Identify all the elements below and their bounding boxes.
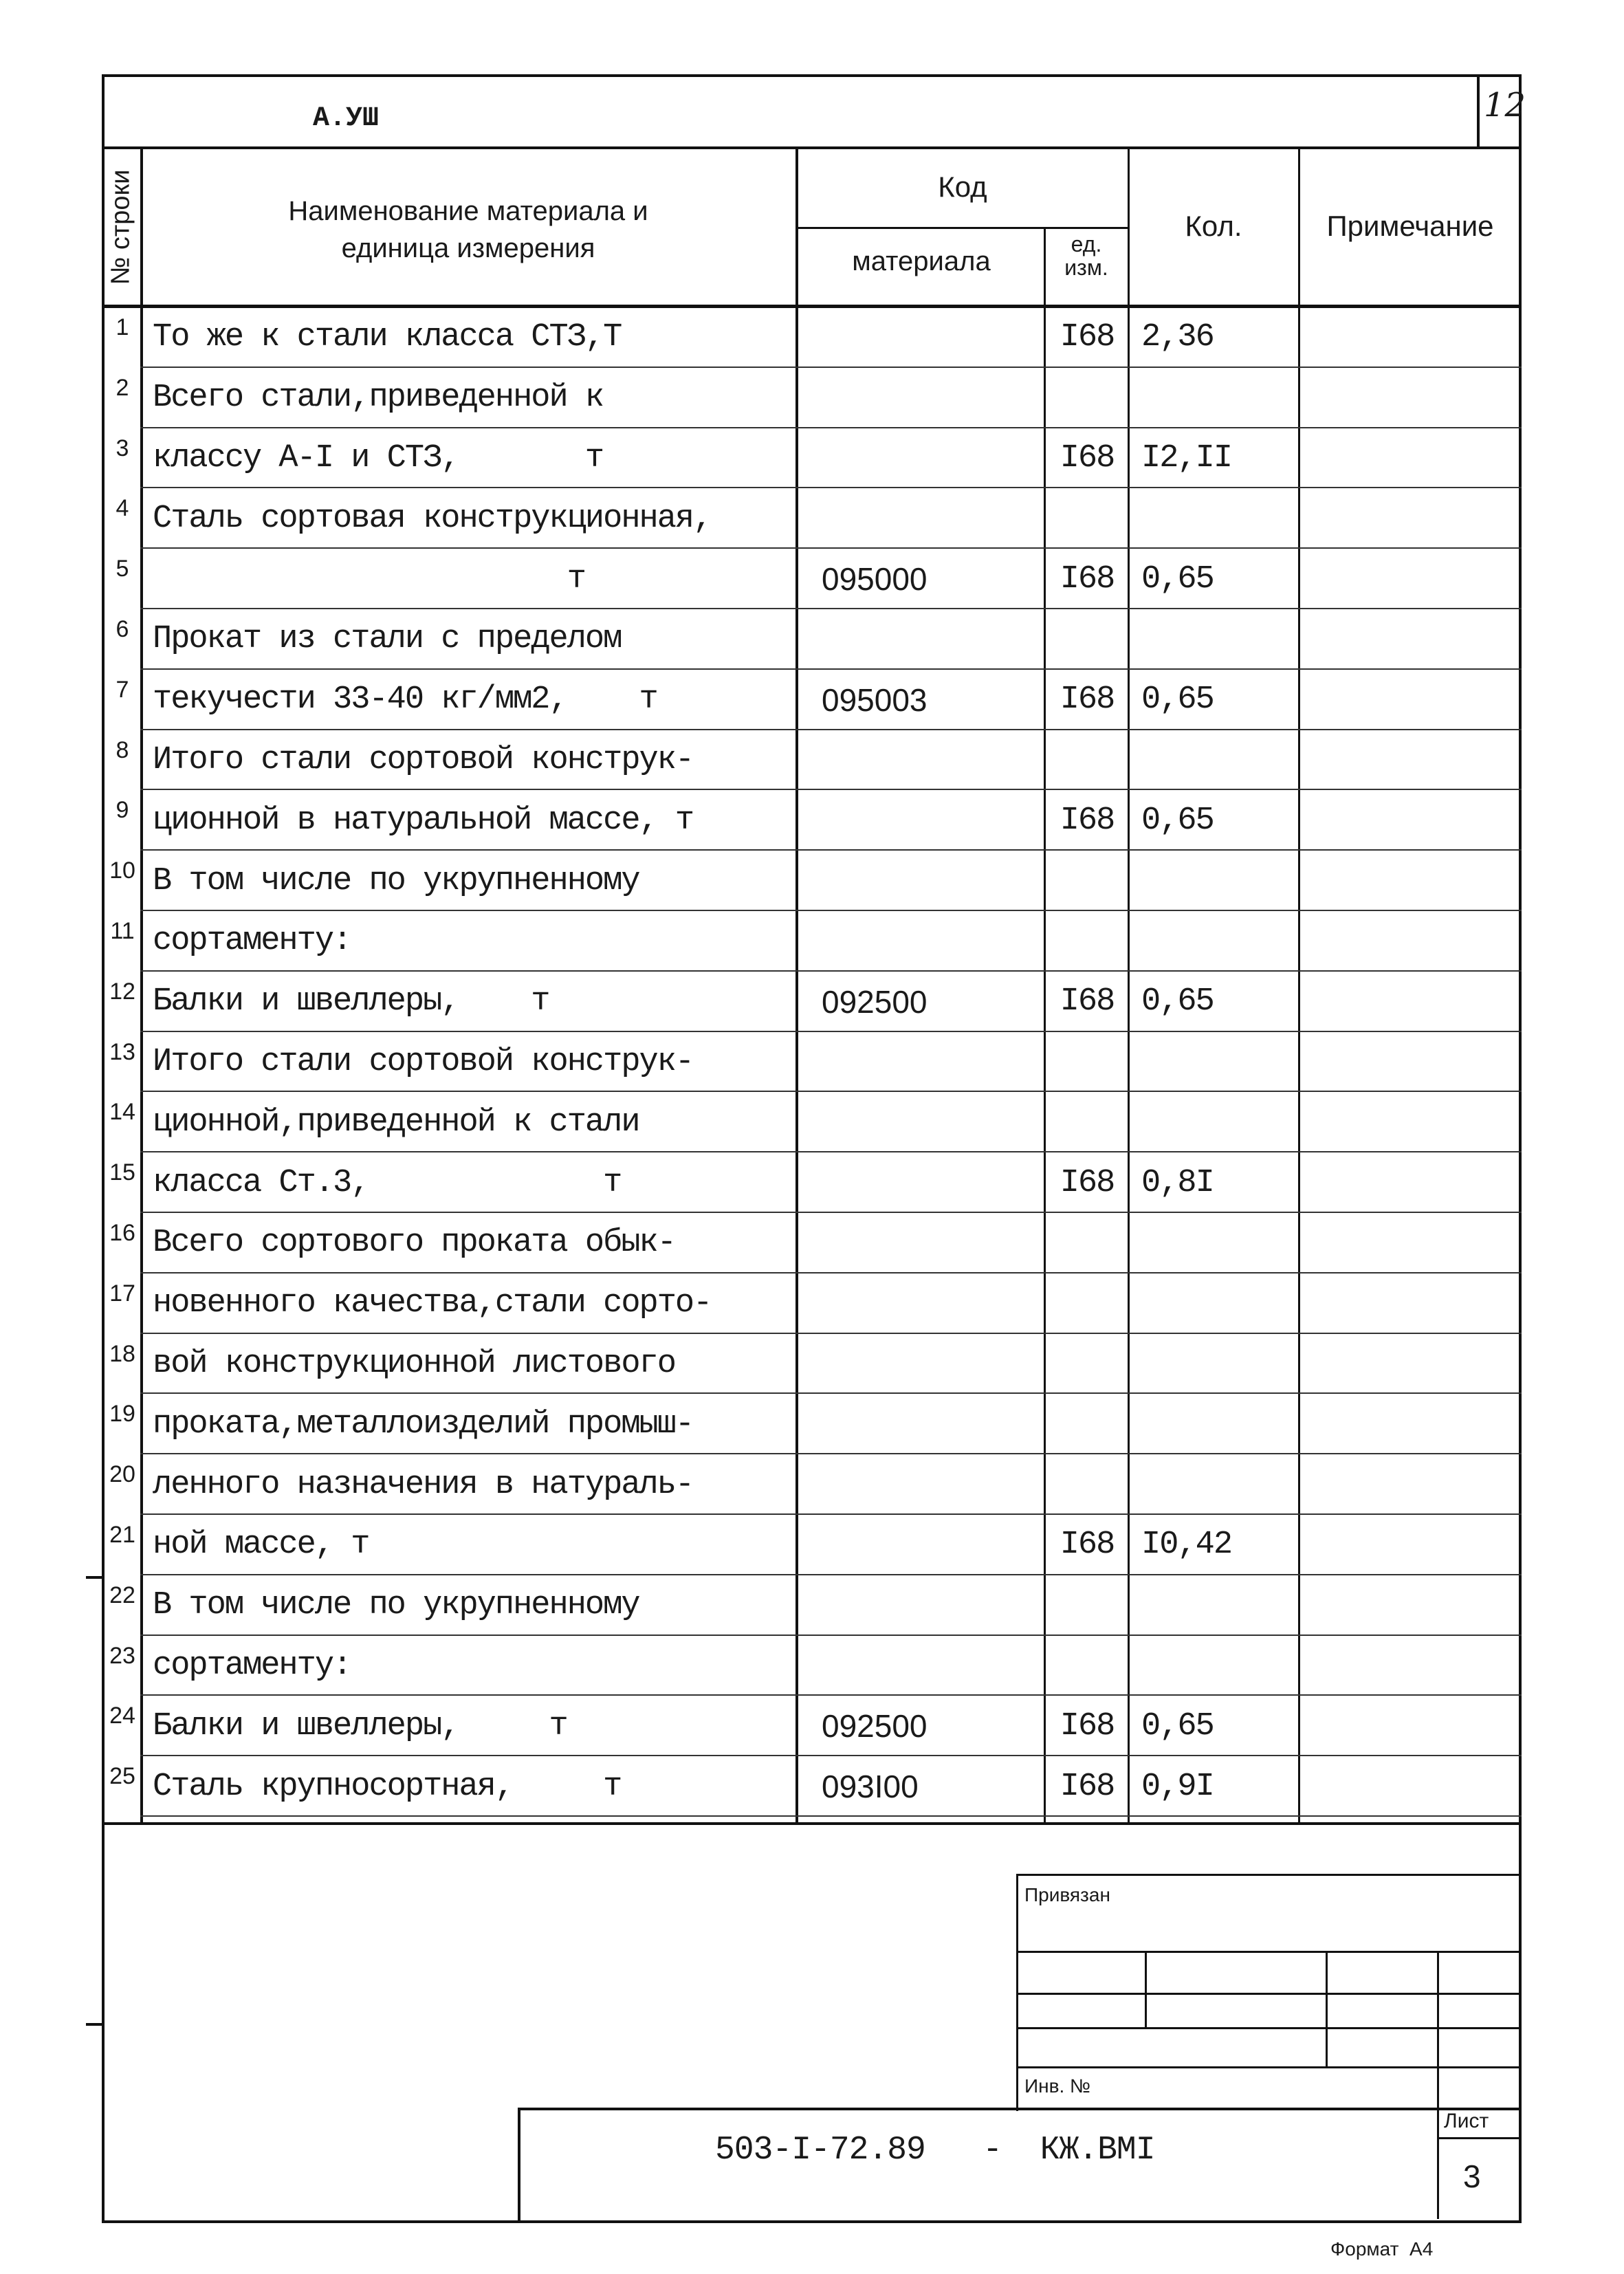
- table-row: [0, 488, 1624, 549]
- inventory-number-label: Инв. №: [1024, 2075, 1091, 2097]
- material-name: В том числе по укрупненному: [153, 1587, 639, 1624]
- row-number: 18: [109, 1340, 135, 1367]
- stamp-col-line-2: [1326, 1951, 1328, 2068]
- unit-code: I68: [1060, 1768, 1115, 1805]
- quantity: 2,36: [1141, 319, 1214, 356]
- material-code: [801, 1575, 1062, 1636]
- table-row: [0, 368, 1624, 428]
- table-row: [0, 1515, 1624, 1575]
- material-code: [801, 488, 1062, 549]
- material-code: [801, 307, 1062, 368]
- quantity: 0,65: [1141, 983, 1214, 1020]
- material-code: 093I00: [822, 1769, 919, 1805]
- material-code: [801, 911, 1062, 972]
- unit-code: I68: [1060, 439, 1115, 477]
- title-block-top-line: [518, 2108, 1522, 2110]
- stamp-row-line-4: [1016, 2066, 1522, 2068]
- material-name: Сталь крупносортная, т: [153, 1768, 622, 1805]
- unit-code: [1046, 1454, 1128, 1515]
- row-number-header: [102, 148, 140, 306]
- quantity: 0,65: [1141, 1707, 1214, 1745]
- material-code: 092500: [822, 1708, 928, 1745]
- material-name: То же к стали класса СТЗ,Т: [153, 319, 622, 356]
- unit-code: I68: [1060, 983, 1115, 1020]
- unit-code: I68: [1060, 319, 1115, 356]
- material-code: [801, 609, 1062, 670]
- unit-header-line2: изм.: [1064, 255, 1108, 280]
- document-code: 503-I-72.89 - КЖ.ВМI: [715, 2132, 1155, 2169]
- row-number: 13: [109, 1038, 135, 1065]
- title-block-left-line: [518, 2108, 520, 2223]
- row-number: 15: [109, 1159, 135, 1186]
- material-name: ционной в натуральной массе, т: [153, 802, 694, 839]
- table-row: [0, 790, 1624, 851]
- row-number: 10: [109, 857, 135, 884]
- unit-header-line1: ед.: [1071, 232, 1102, 256]
- format-label: Формат А4: [1330, 2238, 1434, 2260]
- row-number: 6: [116, 616, 129, 642]
- material-name: Прокат из стали с пределом: [153, 621, 622, 658]
- quantity: I0,42: [1141, 1527, 1232, 1564]
- material-name: Балки и швеллеры, т: [153, 983, 549, 1020]
- unit-code: [1046, 1213, 1128, 1273]
- stamp-col-line-3: [1437, 1951, 1439, 2219]
- table-row: [0, 670, 1624, 730]
- material-code: [801, 1334, 1062, 1395]
- sheet-code: А.УШ: [313, 103, 380, 134]
- material-code: [801, 1394, 1062, 1454]
- sheet-label: Лист: [1444, 2110, 1489, 2132]
- stamp-top-line: [1016, 1874, 1522, 1876]
- table-row: [0, 1394, 1624, 1454]
- handwritten-page-number: 12: [1484, 86, 1526, 124]
- table-row: [0, 1756, 1624, 1817]
- unit-code: [1046, 1334, 1128, 1395]
- material-name: ной массе, т: [153, 1527, 369, 1564]
- unit-code: I68: [1060, 681, 1115, 719]
- row-number: 25: [109, 1763, 135, 1790]
- quantity: 0,65: [1141, 560, 1214, 598]
- material-code: [801, 790, 1062, 851]
- material-header: материала: [852, 246, 991, 276]
- material-code: [801, 730, 1062, 791]
- material-name: Всего стали,приведенной к: [153, 380, 604, 417]
- row-number: 23: [109, 1642, 135, 1669]
- table-row: [0, 1092, 1624, 1152]
- material-name: т: [153, 560, 585, 598]
- note-header: Примечание: [1326, 210, 1494, 242]
- unit-code: [1046, 488, 1128, 549]
- quantity: 0,8I: [1141, 1164, 1214, 1201]
- material-name: Итого стали сортовой конструк-: [153, 1043, 694, 1080]
- row-number: 3: [116, 435, 129, 461]
- table-row: [0, 307, 1624, 368]
- material-code: [801, 1454, 1062, 1515]
- material-name: В том числе по укрупненному: [153, 862, 639, 899]
- unit-code: [1046, 851, 1128, 911]
- material-name: вой конструкционной листового: [153, 1345, 675, 1382]
- stamp-row-line-2: [1016, 1993, 1522, 1995]
- unit-code: [1046, 609, 1128, 670]
- table-row: [0, 1273, 1624, 1334]
- margin-tick-1: [86, 1576, 103, 1579]
- unit-code: [1046, 1032, 1128, 1093]
- table-row: [0, 1636, 1624, 1696]
- stamp-row-line-1: [1016, 1951, 1522, 1953]
- unit-code: [1046, 368, 1128, 428]
- row-number: 17: [109, 1280, 135, 1307]
- material-code: 095003: [822, 681, 928, 718]
- material-code: [801, 1273, 1062, 1334]
- material-code: [801, 1092, 1062, 1152]
- table-row: [0, 1152, 1624, 1213]
- material-name: Сталь сортовая конструкционная,: [153, 500, 712, 537]
- material-name: класса Ст.3, т: [153, 1164, 622, 1201]
- row-number: 8: [116, 736, 129, 763]
- page-box-divider: [1477, 74, 1480, 148]
- table-row: [0, 1696, 1624, 1756]
- material-code: 092500: [822, 983, 928, 1020]
- unit-code: [1046, 1092, 1128, 1152]
- quantity: 0,65: [1141, 681, 1214, 719]
- material-code: [801, 1032, 1062, 1093]
- row-number: 9: [116, 797, 129, 824]
- header-top-line: [102, 146, 1522, 149]
- row-number: 4: [116, 495, 129, 522]
- unit-code: [1046, 1575, 1128, 1636]
- sheet-number: 3: [1463, 2158, 1481, 2194]
- table-row: [0, 1454, 1624, 1515]
- unit-code: [1046, 1394, 1128, 1454]
- row-number: 21: [109, 1522, 135, 1548]
- table-row: [0, 549, 1624, 609]
- material-name: новенного качества,стали сорто-: [153, 1285, 712, 1322]
- material-name: проката,металлоизделий промыш-: [153, 1406, 694, 1443]
- bound-label: Привязан: [1024, 1884, 1110, 1905]
- table-row: [0, 428, 1624, 489]
- row-number: 20: [109, 1461, 135, 1488]
- sheet-box-line: [1437, 2137, 1522, 2139]
- material-name: Всего сортового проката обык-: [153, 1225, 675, 1262]
- row-number: 19: [109, 1401, 135, 1428]
- row-number: 12: [109, 978, 135, 1005]
- material-code: [801, 1515, 1062, 1575]
- material-name: ленного назначения в натураль-: [153, 1466, 694, 1503]
- unit-code: [1046, 911, 1128, 972]
- material-name: сортаменту:: [153, 1647, 351, 1684]
- unit-code: I68: [1060, 1164, 1115, 1201]
- quantity: 0,9I: [1141, 1768, 1214, 1805]
- stamp-col-line-1: [1145, 1951, 1147, 2029]
- row-number: 5: [116, 556, 129, 582]
- row-number: 11: [110, 918, 135, 944]
- name-header-line1: Наименование материала и: [288, 196, 648, 226]
- quantity-header: Кол.: [1185, 210, 1242, 242]
- material-code: 095000: [822, 561, 928, 598]
- quantity: I2,II: [1141, 439, 1232, 477]
- unit-code: I68: [1060, 1707, 1115, 1745]
- material-code: [801, 1213, 1062, 1273]
- table-row: [0, 609, 1624, 670]
- unit-code: [1046, 1636, 1128, 1696]
- row-divider: [140, 1815, 1522, 1817]
- material-code: [801, 851, 1062, 911]
- frame-top-line: [102, 74, 1522, 77]
- table-row: [0, 730, 1624, 791]
- row-number-header-text: № строки: [106, 169, 135, 285]
- stamp-row-line-3: [1016, 2027, 1522, 2029]
- table-bottom-line: [102, 1822, 1522, 1825]
- unit-code: I68: [1060, 1527, 1115, 1564]
- table-row: [0, 1213, 1624, 1273]
- code-subheader-line: [798, 227, 1129, 229]
- row-number: 24: [109, 1703, 135, 1729]
- margin-tick-2: [86, 2023, 103, 2026]
- row-number: 14: [109, 1099, 135, 1126]
- unit-code: I68: [1060, 802, 1115, 839]
- material-name: классу А-I и СТЗ, т: [153, 439, 604, 477]
- row-number: 7: [116, 676, 129, 703]
- frame-bottom-line: [102, 2220, 1522, 2223]
- material-name: сортаменту:: [153, 923, 351, 960]
- row-number: 16: [109, 1220, 135, 1246]
- material-code: [801, 368, 1062, 428]
- row-number: 22: [109, 1582, 135, 1608]
- unit-code: I68: [1060, 560, 1115, 598]
- row-number: 2: [116, 374, 129, 401]
- table-row: [0, 1334, 1624, 1395]
- material-code: [801, 1152, 1062, 1213]
- table-row: [0, 972, 1624, 1032]
- table-row: [0, 851, 1624, 911]
- table-row: [0, 1575, 1624, 1636]
- row-number: 1: [116, 314, 129, 340]
- material-name: Итого стали сортовой конструк-: [153, 741, 694, 778]
- material-code: [801, 1636, 1062, 1696]
- table-row: [0, 1032, 1624, 1093]
- code-header: Код: [938, 171, 987, 203]
- material-code: [801, 428, 1062, 489]
- unit-header: [1045, 232, 1128, 279]
- name-header-line2: единица измерения: [341, 233, 595, 263]
- name-header: [142, 193, 795, 267]
- table-row: [0, 911, 1624, 972]
- unit-code: [1046, 1273, 1128, 1334]
- unit-code: [1046, 730, 1128, 791]
- material-name: текучести 33-40 кг/мм2, т: [153, 681, 657, 719]
- quantity: 0,65: [1141, 802, 1214, 839]
- material-name: ционной,приведенной к стали: [153, 1104, 639, 1141]
- material-name: Балки и швеллеры, т: [153, 1707, 567, 1745]
